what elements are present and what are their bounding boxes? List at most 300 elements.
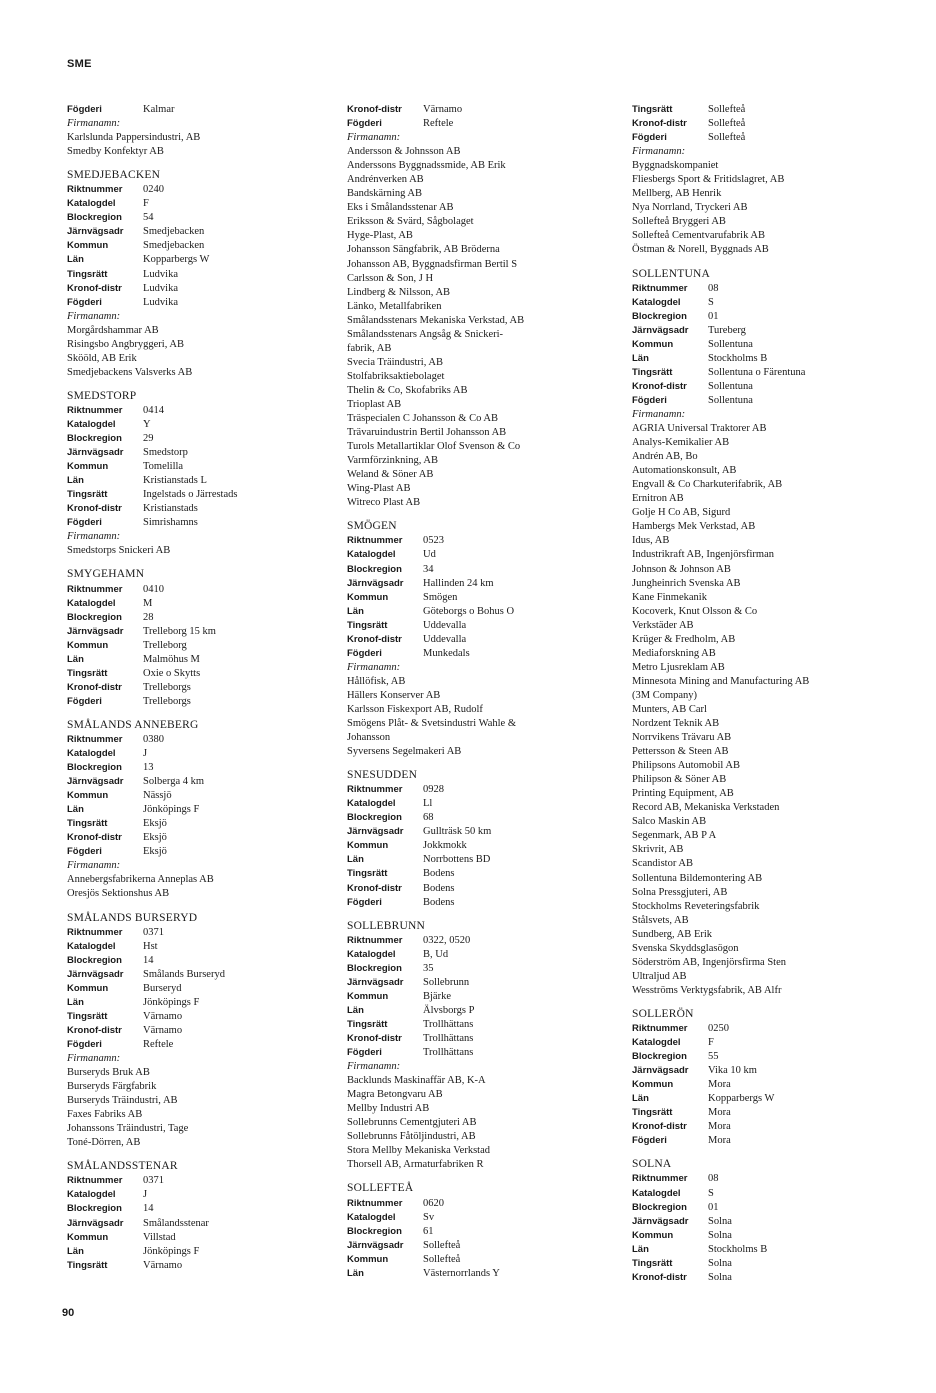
- field-row: [632, 1036, 917, 1050]
- field-label: Katalogdel: [347, 798, 396, 810]
- field-label: Blockregion: [67, 1203, 122, 1215]
- field-label: Blockregion: [67, 611, 122, 623]
- page-number: 90: [62, 1307, 75, 1319]
- field-row: [67, 488, 352, 502]
- place-name: SOLLEBRUNN: [347, 919, 426, 932]
- field-value: Kalmar: [143, 104, 175, 115]
- field-row: [67, 695, 352, 709]
- field-label: Blockregion: [632, 310, 687, 322]
- field-label: Tingsrätt: [347, 619, 388, 631]
- field-row: [632, 296, 917, 310]
- company-name: Carlsson & Son, J H: [347, 272, 434, 284]
- field-label: Kronof-distr: [347, 633, 402, 645]
- field-row: [67, 817, 352, 831]
- field-value: 0250: [708, 1023, 729, 1034]
- place-name: SMEDJEBACKEN: [67, 169, 161, 182]
- field-row: [67, 653, 352, 667]
- field-label: Järnvägsadr: [67, 968, 124, 980]
- field-label: Län: [632, 1093, 649, 1105]
- field-value: Värnamo: [423, 104, 463, 115]
- field-label: Län: [67, 996, 84, 1008]
- company-name: Salco Maskin AB: [632, 816, 707, 828]
- place-entry: [67, 389, 352, 559]
- field-label: Fögderi: [632, 1135, 667, 1147]
- field-label: Kommun: [347, 1253, 389, 1265]
- field-row: [632, 1215, 917, 1229]
- field-row: [347, 811, 632, 825]
- field-value: Smedjebacken: [143, 226, 205, 238]
- field-label: Katalogdel: [632, 1187, 681, 1199]
- field-label: Län: [632, 1243, 649, 1255]
- field-label: Järnvägsadr: [632, 1065, 689, 1077]
- field-value: Gullträsk 50 km: [423, 826, 492, 838]
- field-label: Katalogdel: [632, 1037, 681, 1049]
- field-label: Järnvägsadr: [67, 1217, 124, 1229]
- field-value: Burseryd: [143, 982, 182, 994]
- field-row: [632, 103, 917, 117]
- company-name: Smedstorps Snickeri AB: [67, 545, 171, 557]
- company-name: Andersson & Johnsson AB: [347, 146, 461, 158]
- field-value: Mora: [708, 1135, 731, 1147]
- field-row: [67, 954, 352, 968]
- field-label: Blockregion: [67, 433, 122, 445]
- field-row: [347, 619, 632, 633]
- field-value: Ingelstads o Järrestads: [143, 489, 238, 501]
- company-name: Pettersson & Steen AB: [632, 746, 729, 758]
- field-value: Kopparbergs W: [143, 254, 210, 266]
- field-row: [67, 845, 352, 859]
- field-value: 0928: [423, 784, 444, 796]
- field-value: Solberga 4 km: [143, 776, 205, 788]
- field-row: [67, 282, 352, 296]
- field-row: [347, 563, 632, 577]
- field-label: Kommun: [632, 1229, 674, 1241]
- company-name: Hållöfisk, AB: [347, 675, 406, 687]
- company-name: (3M Company): [632, 689, 698, 701]
- place-entry: [632, 103, 917, 258]
- field-value: Hst: [143, 940, 158, 952]
- field-value: Trelleborgs: [143, 695, 191, 707]
- field-label: Kommun: [67, 1231, 109, 1243]
- directory-column-1: [67, 103, 352, 1282]
- company-name: Hambergs Mek Verkstad, AB: [632, 521, 756, 533]
- field-label: Katalogdel: [347, 948, 396, 960]
- field-row: [67, 239, 352, 253]
- field-value: Munkedals: [423, 647, 470, 659]
- company-name: Smögens Plåt- & Svetsindustri Wahle &: [347, 718, 516, 730]
- field-value: Kristianstads L: [143, 475, 207, 487]
- field-value: Sollentuna: [708, 394, 753, 406]
- field-value: Norrbottens BD: [423, 854, 491, 866]
- field-row: [632, 352, 917, 366]
- field-row: [347, 990, 632, 1004]
- field-row: [347, 1253, 632, 1267]
- company-name: Witreco Plast AB: [347, 497, 421, 509]
- company-name: Träspecialen C Johansson & Co AB: [347, 413, 498, 425]
- field-row: [347, 948, 632, 962]
- field-label: Kronof-distr: [67, 282, 122, 294]
- field-value: Sollefteå: [708, 132, 746, 144]
- directory-column-3: [632, 103, 917, 1294]
- field-value: Smålandsstenar: [143, 1217, 209, 1229]
- company-name: Lindberg & Nilsson, AB: [347, 286, 451, 298]
- company-name: Johansson Sängfabrik, AB Bröderna: [347, 244, 500, 256]
- field-value: Oxie o Skytts: [143, 667, 201, 679]
- field-row: [67, 625, 352, 639]
- company-name: Johanssons Träindustri, Tage: [67, 1123, 189, 1135]
- company-name: Smålandsstenars Angsåg & Snickeri-: [347, 328, 504, 340]
- field-value: Jönköpings F: [143, 996, 200, 1008]
- field-label: Län: [347, 1004, 364, 1016]
- company-name: Stockholms Reveteringsfabrik: [632, 900, 760, 912]
- company-name: Risingsbo Angbryggeri, AB: [67, 338, 184, 350]
- field-value: Sollentuna: [708, 380, 753, 392]
- field-label: Blockregion: [632, 1051, 687, 1063]
- firmanamn-heading: Firmanamn:: [347, 132, 401, 144]
- place-entry: [67, 567, 352, 708]
- company-name: Golje H Co AB, Sigurd: [632, 507, 731, 519]
- company-name: Nordzent Teknik AB: [632, 718, 720, 730]
- field-label: Län: [67, 653, 84, 665]
- field-label: Blockregion: [347, 812, 402, 824]
- field-row: [347, 103, 632, 117]
- place-entry: [632, 1007, 917, 1148]
- company-name: Weland & Söner AB: [347, 469, 434, 481]
- field-label: Järnvägsadr: [632, 324, 689, 336]
- company-name: Ultraljud AB: [632, 970, 687, 982]
- field-row: [632, 1271, 917, 1285]
- field-value: B, Ud: [423, 948, 449, 960]
- field-value: 13: [143, 762, 154, 774]
- field-label: Tingsrätt: [67, 667, 108, 679]
- company-name: Smedby Konfektyr AB: [67, 146, 164, 158]
- place-entry: [67, 911, 352, 1151]
- company-name: Idus, AB: [632, 535, 670, 547]
- company-name: Karlslunda Pappersindustri, AB: [67, 132, 201, 144]
- company-name: Solna Pressgjuteri, AB: [632, 886, 728, 898]
- field-label: Blockregion: [67, 212, 122, 224]
- field-value: Bodens: [423, 882, 455, 894]
- field-label: Kronof-distr: [632, 380, 687, 392]
- field-row: [347, 825, 632, 839]
- field-value: Y: [143, 418, 151, 430]
- field-row: [67, 733, 352, 747]
- field-row: [67, 639, 352, 653]
- company-name: Fliesbergs Sport & Fritidslagret, AB: [632, 174, 785, 186]
- field-row: [67, 667, 352, 681]
- field-value: 54: [143, 212, 154, 224]
- field-value: Bodens: [423, 868, 455, 880]
- field-value: Värnamo: [143, 1024, 183, 1036]
- firmanamn-heading: Firmanamn:: [347, 1061, 401, 1073]
- field-label: Riktnummer: [67, 926, 123, 938]
- company-name: Johansson AB, Byggnadsfirman Bertil S: [347, 258, 518, 270]
- field-row: [632, 131, 917, 145]
- field-row: [67, 982, 352, 996]
- company-name: Hällers Konserver AB: [347, 689, 441, 701]
- field-row: [347, 1197, 632, 1211]
- field-row: [67, 1038, 352, 1052]
- field-value: 55: [708, 1051, 719, 1063]
- place-entry: [67, 103, 352, 159]
- field-row: [67, 1174, 352, 1188]
- company-name: Andrénverken AB: [347, 174, 424, 186]
- field-row: [347, 882, 632, 896]
- field-value: Sollefteå: [423, 1239, 461, 1251]
- field-row: [347, 577, 632, 591]
- field-value: Tomelilla: [143, 461, 184, 473]
- field-label: Riktnummer: [67, 733, 123, 745]
- field-label: Kronof-distr: [67, 503, 122, 515]
- field-value: Smedstorp: [143, 447, 188, 459]
- company-name: Toné-Dörren, AB: [67, 1137, 141, 1149]
- field-value: S: [708, 1187, 714, 1199]
- field-value: Vika 10 km: [708, 1065, 757, 1077]
- field-row: [347, 1032, 632, 1046]
- field-row: [67, 597, 352, 611]
- company-name: Burseryds Färgfabrik: [67, 1081, 157, 1093]
- field-row: [67, 516, 352, 530]
- field-label: Tingsrätt: [347, 868, 388, 880]
- field-row: [632, 1106, 917, 1120]
- company-name: Analys-Kemikalier AB: [632, 437, 730, 449]
- field-value: 0414: [143, 404, 164, 416]
- field-value: Reftele: [143, 1038, 174, 1050]
- field-value: Sollefteå: [423, 1253, 461, 1265]
- company-name: Eriksson & Svärd, Sågbolaget: [347, 216, 474, 228]
- field-label: Tingsrätt: [632, 104, 673, 115]
- company-name: Stolfabriksaktiebolaget: [347, 370, 445, 382]
- field-row: [67, 803, 352, 817]
- field-row: [632, 1064, 917, 1078]
- company-name: Wing-Plast AB: [347, 483, 411, 495]
- field-value: Eksjö: [143, 832, 167, 844]
- field-label: Tingsrätt: [67, 1259, 108, 1271]
- field-row: [632, 338, 917, 352]
- field-value: 08: [708, 1173, 719, 1185]
- company-name: Bandskärning AB: [347, 188, 422, 200]
- field-label: Blockregion: [67, 954, 122, 966]
- field-row: [347, 853, 632, 867]
- field-value: Göteborgs o Bohus O: [423, 605, 515, 617]
- field-row: [632, 1092, 917, 1106]
- field-label: Kommun: [67, 461, 109, 473]
- company-name: Engvall & Co Charkuterifabrik, AB: [632, 479, 783, 491]
- field-row: [632, 282, 917, 296]
- field-label: Kronof-distr: [632, 118, 687, 130]
- field-value: 35: [423, 962, 434, 974]
- field-value: Sollefteå: [708, 104, 746, 115]
- field-label: Kommun: [347, 840, 389, 852]
- field-value: Sv: [423, 1211, 435, 1223]
- company-name: Andrén AB, Bo: [632, 451, 698, 463]
- field-row: [67, 418, 352, 432]
- field-value: 34: [423, 563, 434, 575]
- company-name: Trioplast AB: [347, 398, 402, 410]
- place-entry: [347, 519, 632, 759]
- field-label: Län: [347, 1267, 364, 1279]
- company-name: Kane Finmekanik: [632, 591, 707, 603]
- field-label: Katalogdel: [67, 1189, 116, 1201]
- field-row: [347, 896, 632, 910]
- firmanamn-heading: Firmanamn:: [67, 531, 121, 543]
- field-label: Riktnummer: [632, 282, 688, 294]
- company-name: Printing Equipment, AB: [632, 788, 734, 800]
- field-label: Län: [67, 1245, 84, 1257]
- field-row: [632, 1172, 917, 1186]
- field-label: Tingsrätt: [347, 1018, 388, 1030]
- field-row: [347, 867, 632, 881]
- field-value: Kristianstads: [143, 503, 198, 515]
- company-name: AGRIA Universal Traktorer AB: [632, 423, 767, 435]
- company-name: Sundberg, AB Erik: [632, 928, 713, 940]
- field-label: Blockregion: [67, 762, 122, 774]
- field-value: 01: [708, 1201, 719, 1213]
- company-name: Ernitron AB: [632, 493, 684, 505]
- field-row: [67, 296, 352, 310]
- field-label: Katalogdel: [67, 597, 116, 609]
- field-value: Smålands Burseryd: [143, 968, 225, 980]
- field-row: [632, 1022, 917, 1036]
- field-label: Järnvägsadr: [347, 976, 404, 988]
- company-name: Smedjebackens Valsverks AB: [67, 366, 193, 378]
- field-row: [632, 324, 917, 338]
- company-name: Annebergsfabrikerna Anneplas AB: [67, 874, 214, 886]
- field-row: [67, 1245, 352, 1259]
- field-row: [347, 1004, 632, 1018]
- field-label: Riktnummer: [347, 784, 403, 796]
- company-name: Automationskonsult, AB: [632, 465, 737, 477]
- company-name: Byggnadskompaniet: [632, 160, 719, 172]
- field-label: Tingsrätt: [67, 818, 108, 830]
- field-row: [347, 117, 632, 131]
- field-value: Ud: [423, 549, 436, 561]
- field-value: 08: [708, 282, 719, 294]
- field-label: Blockregion: [632, 1201, 687, 1213]
- field-value: Trollhättans: [423, 1033, 474, 1044]
- company-name: Sollefteå Bryggeri AB: [632, 216, 726, 228]
- firmanamn-heading: Firmanamn:: [67, 860, 121, 872]
- field-value: Tureberg: [708, 324, 746, 336]
- field-value: Smedjebacken: [143, 240, 205, 252]
- field-value: Villstad: [143, 1231, 176, 1243]
- field-value: Simrishamns: [143, 517, 198, 529]
- place-name: SMÅLANDS BURSERYD: [67, 911, 198, 924]
- company-name: Norrvikens Trävaru AB: [632, 732, 732, 744]
- field-value: Nässjö: [143, 790, 172, 802]
- field-value: Solna: [708, 1229, 732, 1241]
- field-row: [67, 1188, 352, 1202]
- company-name: Morgårdshammar AB: [67, 324, 159, 336]
- place-name: SMEDSTORP: [67, 389, 137, 402]
- company-name: Söderström AB, Ingenjörsfirma Sten: [632, 956, 786, 968]
- field-label: Kronof-distr: [67, 1024, 122, 1036]
- field-row: [347, 548, 632, 562]
- company-name: Karlsson Fiskexport AB, Rudolf: [347, 703, 483, 715]
- field-value: 0371: [143, 1175, 164, 1187]
- field-row: [67, 103, 352, 117]
- field-row: [67, 611, 352, 625]
- company-name: Metro Ljusreklam AB: [632, 661, 725, 673]
- field-row: [67, 502, 352, 516]
- place-entry: [67, 1159, 352, 1272]
- firmanamn-heading: Firmanamn:: [347, 661, 401, 673]
- field-label: Katalogdel: [67, 940, 116, 952]
- field-value: Jönköpings F: [143, 804, 200, 816]
- field-value: Uddevalla: [423, 633, 467, 645]
- field-value: Stockholms B: [708, 1243, 768, 1255]
- field-label: Tingsrätt: [632, 366, 673, 378]
- field-row: [67, 253, 352, 267]
- place-entry: [67, 718, 352, 902]
- company-name: Länko, Metallfabriken: [347, 300, 442, 312]
- place-name: SOLNA: [632, 1158, 672, 1171]
- field-label: Riktnummer: [67, 583, 123, 595]
- field-value: Ludvika: [143, 296, 178, 308]
- field-row: [347, 1211, 632, 1225]
- firmanamn-heading: Firmanamn:: [632, 408, 686, 420]
- field-label: Katalogdel: [67, 198, 116, 210]
- company-name: Scandistor AB: [632, 858, 693, 870]
- field-label: Järnvägsadr: [67, 625, 124, 637]
- field-row: [67, 197, 352, 211]
- field-row: [67, 1024, 352, 1038]
- field-value: Ludvika: [143, 282, 178, 294]
- place-entry: [632, 1157, 917, 1284]
- field-label: Kronof-distr: [347, 1033, 402, 1044]
- field-row: [67, 831, 352, 845]
- field-value: Jönköpings F: [143, 1245, 200, 1257]
- field-value: 28: [143, 611, 154, 623]
- field-row: [67, 268, 352, 282]
- field-value: Solna: [708, 1215, 732, 1227]
- field-row: [67, 474, 352, 488]
- field-label: Fögderi: [347, 118, 382, 130]
- field-row: [347, 976, 632, 990]
- field-label: Järnvägsadr: [67, 776, 124, 788]
- field-row: [347, 591, 632, 605]
- field-label: Län: [67, 475, 84, 487]
- field-value: Älvsborgs P: [423, 1004, 475, 1016]
- field-value: Ludvika: [143, 268, 178, 280]
- field-row: [632, 1078, 917, 1092]
- field-label: Tingsrätt: [632, 1257, 673, 1269]
- field-row: [347, 1239, 632, 1253]
- company-name: Hyge-Plast, AB: [347, 230, 413, 242]
- field-row: [347, 797, 632, 811]
- field-label: Blockregion: [347, 1225, 402, 1237]
- company-name: Faxes Fabriks AB: [67, 1109, 143, 1121]
- field-row: [67, 926, 352, 940]
- field-value: 0380: [143, 733, 164, 745]
- field-value: 14: [143, 954, 154, 966]
- field-label: Riktnummer: [67, 404, 123, 416]
- company-name: Mellby Industri AB: [347, 1103, 430, 1115]
- field-row: [632, 1257, 917, 1271]
- company-name: Stora Mellby Mekaniska Verkstad: [347, 1145, 490, 1157]
- field-row: [67, 583, 352, 597]
- field-label: Järnvägsadr: [347, 1239, 404, 1251]
- field-row: [67, 775, 352, 789]
- field-value: Sollebrunn: [423, 976, 470, 988]
- field-value: 0620: [423, 1197, 444, 1209]
- company-name: Mellberg, AB Henrik: [632, 188, 722, 200]
- field-value: Västernorrlands Y: [423, 1267, 500, 1279]
- field-label: Tingsrätt: [67, 1010, 108, 1022]
- field-row: [67, 761, 352, 775]
- field-row: [67, 446, 352, 460]
- field-value: Sollentuna: [708, 338, 753, 350]
